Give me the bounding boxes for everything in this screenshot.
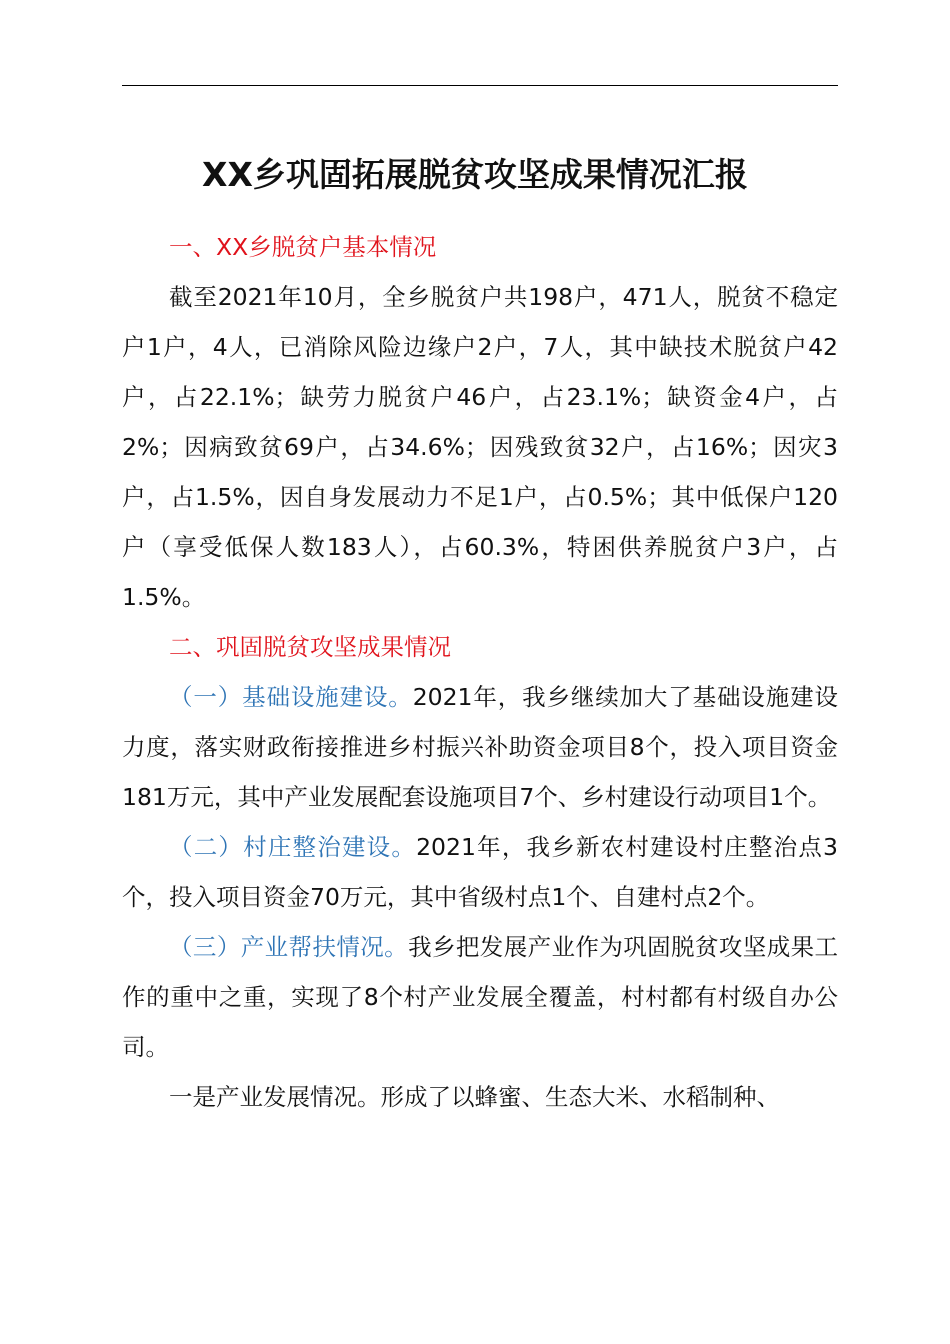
text-village-renovation: 2021年，我乡新农村建设村庄整治点3个，投入项目资金70万元，其中省级村点1个、自建村点2个。 — [122, 833, 838, 911]
subheading-village-renovation: （二）村庄整治建设。 — [169, 833, 417, 861]
section-heading-2: 二、巩固脱贫攻坚成果情况 — [169, 633, 451, 661]
document-body — [122, 222, 838, 1122]
header-rule — [122, 85, 838, 86]
paragraph-industry-support — [122, 922, 838, 1072]
paragraph-industry-development: 一是产业发展情况。形成了以蜂蜜、生态大米、水稻制种、 — [169, 1083, 780, 1111]
section-heading-1: 一、XX乡脱贫户基本情况 — [169, 233, 437, 261]
paragraph-village-renovation — [122, 822, 838, 922]
document-title: XX乡巩固拓展脱贫攻坚成果情况汇报 — [202, 155, 748, 194]
subheading-infrastructure: （一）基础设施建设。 — [169, 683, 413, 711]
text-industry-support: 我乡把发展产业作为巩固脱贫攻坚成果工作的重中之重，实现了8个村产业发展全覆盖，村村都有村级自办公司。 — [122, 933, 839, 1061]
text-infrastructure: 2021年，我乡继续加大了基础设施建设力度，落实财政衔接推进乡村振兴补助资金项目8个，投入项目资金181万元，其中产业发展配套设施项目7个、乡村建设行动项目1个。 — [122, 683, 839, 811]
subheading-industry-support: （三）产业帮扶情况。 — [169, 933, 409, 961]
paragraph-basic-situation: 截至2021年10月，全乡脱贫户共198户，471人，脱贫不稳定户1户，4人，已消除风险边缘户2户，7人，其中缺技术脱贫户42户，占22.1%；缺劳力脱贫户46户，占23.1%；缺资金4户，占2%；因病致贫69户，占34.6%；因残致贫32户，占16%；因灾3户，占1.5%，因自身发展动力不足1户，占0.5%；其中低保户120户（享受低保人数183人），占60.3%，特困供养脱贫户3户，占1.5%。 — [122, 283, 838, 611]
paragraph-infrastructure — [122, 672, 838, 822]
